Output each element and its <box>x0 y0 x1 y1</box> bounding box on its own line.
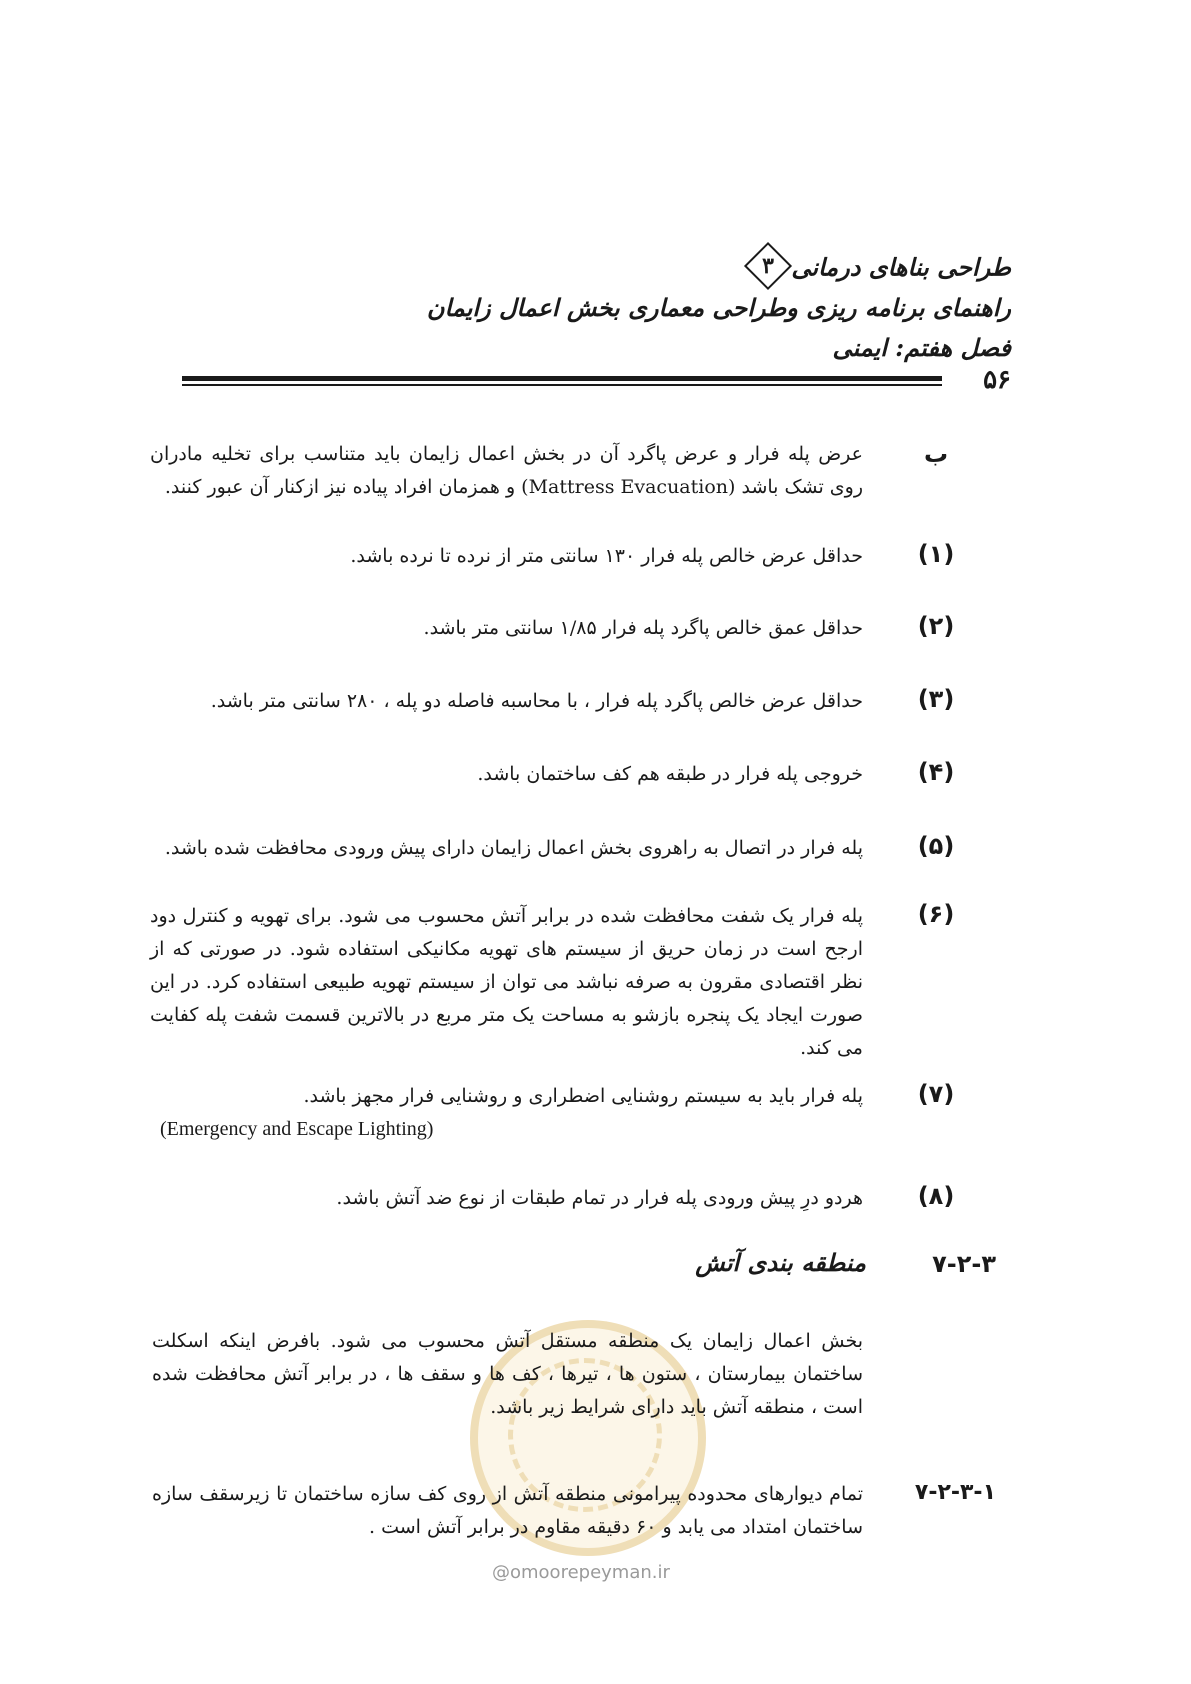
item-text: هردو درِ پیش ورودی پله فرار در تمام طبقات از نوع ضد آتش باشد. <box>336 1187 863 1209</box>
item-label: (۷) <box>917 1080 955 1108</box>
volume-badge <box>744 242 792 290</box>
book-subtitle: راهنمای برنامه ریزی وطراحی معماری بخش اعمال زایمان <box>426 293 1011 322</box>
book-title-text: طراحی بناهای درمانی <box>791 252 1011 282</box>
item-label: (۲) <box>917 612 955 640</box>
item-label: (۴) <box>917 758 955 786</box>
item-label: (۳) <box>917 685 955 713</box>
item-b-text: عرض پله فرار و عرض پاگرد آن در بخش اعمال زایمان باید متناسب برای تخلیه مادران روی تشک باشد (Mattress Evacuation) و همزمان افراد پیاده نیز ازکنار آن عبور کنند. <box>150 443 863 498</box>
section-title: منطقه بندی آتش <box>695 1248 866 1277</box>
item-english-term: (Emergency and Escape Lighting) <box>160 1118 434 1140</box>
item-text: حداقل عمق خالص پاگرد پله فرار ۱/۸۵ سانتی متر باشد. <box>423 617 863 639</box>
item-text: پله فرار باید به سیستم روشنایی اضطراری و روشنایی فرار مجهز باشد. <box>303 1085 863 1107</box>
header-rule <box>182 376 942 386</box>
item-text: حداقل عرض خالص پاگرد پله فرار ، با محاسبه فاصله دو پله ، ۲۸۰ سانتی متر باشد. <box>210 690 863 712</box>
item-label: (۸) <box>917 1182 955 1210</box>
item-text: پله فرار یک شفت محافظت شده در برابر آتش محسوب می شود. برای تهویه و کنترل دود ارجح است در زمان حریق از سیستم های تهویه مکانیکی استفاده شود. در صورتی که از نظر اقتصادی مقرون به صرفه نباشد می توان از سیستم تهویه طبیعی استفاده کرد. در این صورت ایجاد یک پنجره بازشو به مساحت یک متر مربع در بالاترین قسمت شفت پله کفایت می کند. <box>150 905 863 1059</box>
watermark-url: @omoorepeyman.ir <box>492 1562 670 1583</box>
subsection-text: تمام دیوارهای محدوده پیرامونی منطقه آتش از روی کف سازه ساختمان تا زیرسقف سازه ساختمان امتداد می یابد و ۶۰ دقیقه مقاوم در برابر آتش است . <box>152 1483 863 1538</box>
section-paragraph: بخش اعمال زایمان یک منطقه مستقل آتش محسوب می شود. بافرض اینکه اسکلت ساختمان بیمارستان ، ستون ها ، تیرها ، کف ها و سقف ها ، در برابر آتش محافظت شده است ، منطقه آتش باید دارای شرایط زیر باشد. <box>152 1330 863 1418</box>
section-number: ۷-۲-۳ <box>932 1250 996 1278</box>
item-text: پله فرار در اتصال به راهروی بخش اعمال زایمان دارای پیش ورودی محافظت شده باشد. <box>164 837 863 859</box>
book-title <box>745 252 1011 286</box>
subsection-number: ۷-۲-۳-۱ <box>914 1480 996 1505</box>
volume-number: ۳ <box>762 253 775 279</box>
item-label: (۱) <box>917 540 955 568</box>
item-label: (۵) <box>917 832 955 860</box>
item-text: خروجی پله فرار در طبقه هم کف ساختمان باشد. <box>477 763 863 785</box>
item-b-label: ب <box>923 440 949 468</box>
item-label: (۶) <box>917 900 955 928</box>
page-number: ۵۶ <box>983 365 1011 395</box>
item-text: حداقل عرض خالص پله فرار ۱۳۰ سانتی متر از نرده تا نرده باشد. <box>350 545 863 567</box>
chapter-title: فصل هفتم: ایمنی <box>832 333 1011 362</box>
